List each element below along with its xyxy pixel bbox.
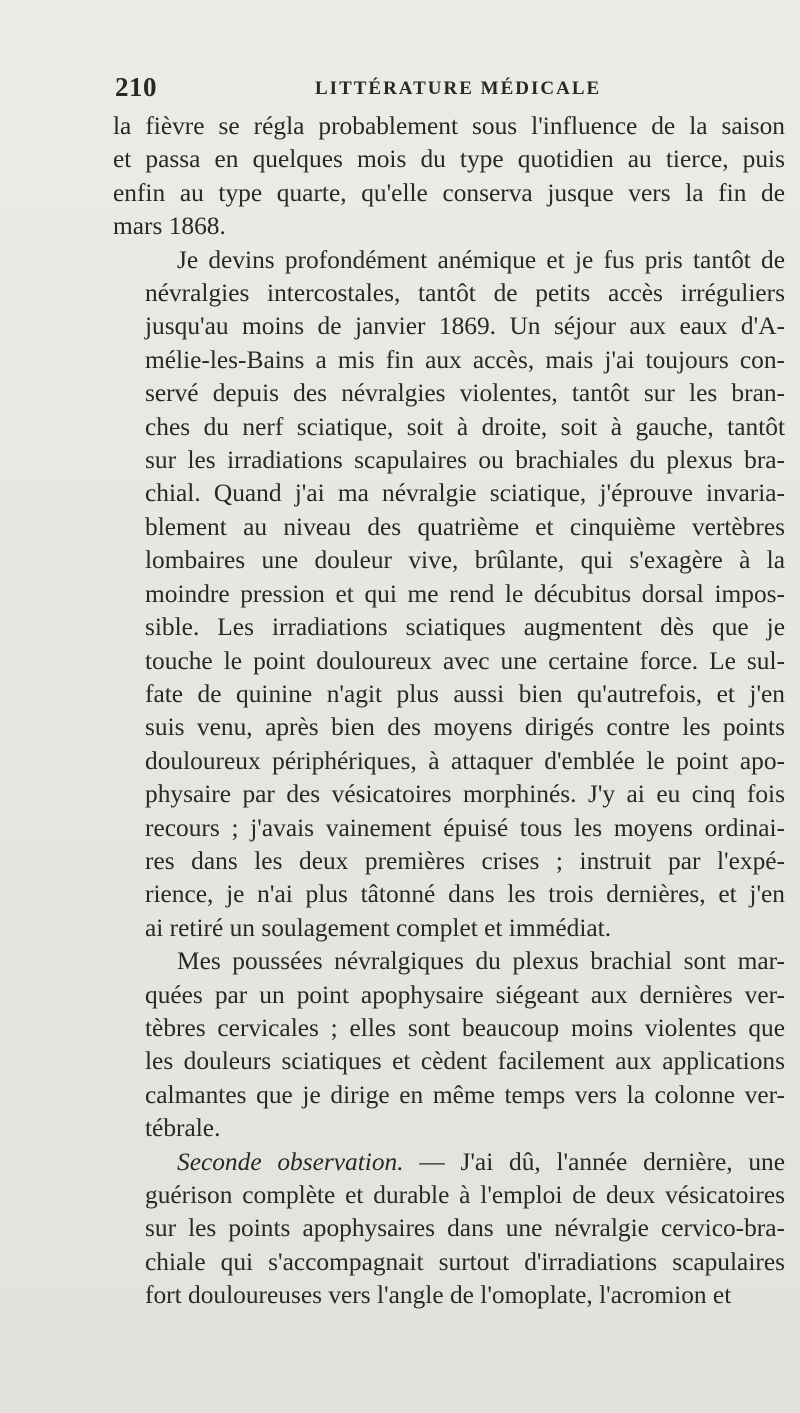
text-line: lombaires une douleur vive, brûlante, qui s'exagère à la bbox=[145, 546, 785, 575]
text-line: blement au niveau des quatrième et cinquième vertèbres bbox=[145, 512, 785, 541]
text-line: névralgies intercostales, tantôt de petits accès irréguliers bbox=[145, 279, 785, 308]
paragraph bbox=[113, 945, 785, 1145]
text-line: sur les points apophysaires dans une névralgie cervico-bra- bbox=[145, 1214, 785, 1243]
text-line: moindre pression et qui me rend le décubitus dorsal impos- bbox=[145, 579, 785, 608]
text-line: quées par un point apophysaire siégeant aux dernières ver- bbox=[145, 980, 785, 1009]
text-line: calmantes que je dirige en même temps vers la colonne ver- bbox=[145, 1080, 785, 1109]
text-line: sible. Les irradiations sciatiques augmentent dès que je bbox=[145, 613, 785, 642]
text-line: res dans les deux premières crises ; instruit par l'expé- bbox=[145, 846, 785, 875]
text-line: Je devins profondément anémique et je fus pris tantôt de bbox=[177, 245, 785, 274]
text-line: Mes poussées névralgiques du plexus brachial sont mar- bbox=[177, 947, 785, 976]
text-line: sur les irradiations scapulaires ou brachiales du plexus bra- bbox=[145, 446, 785, 475]
text-line-rest: — J'ai dû, l'année dernière, une bbox=[403, 1147, 785, 1176]
text-line: mélie-les-Bains a mis fin aux accès, mais j'ai toujours con- bbox=[145, 345, 785, 374]
text-line: tébrale. bbox=[145, 1114, 221, 1143]
text-line: tèbres cervicales ; elles sont beaucoup moins violentes que bbox=[145, 1013, 785, 1042]
text-line bbox=[113, 1146, 785, 1179]
text-line: chiale qui s'accompagnait surtout d'irradiations scapulaires bbox=[145, 1247, 785, 1276]
paragraph bbox=[113, 244, 785, 946]
text-line: la fièvre se régla probablement sous l'influence de la saison bbox=[113, 112, 785, 140]
text-line: ai retiré un soulagement complet et immédiat. bbox=[145, 913, 612, 942]
text-line: guérison complète et durable à l'emploi de deux vésicatoires bbox=[145, 1181, 785, 1209]
running-title: LITTÉRATURE MÉDICALE bbox=[315, 78, 602, 99]
text-line: douloureux périphériques, à attaquer d'emblée le point apo- bbox=[145, 746, 785, 775]
text-line: suis venu, après bien des moyens dirigés contre les points bbox=[145, 713, 785, 742]
text-line: servé depuis des névralgies violentes, tantôt sur les bran- bbox=[145, 379, 785, 408]
text-line: chial. Quand j'ai ma névralgie sciatique, j'éprouve invaria- bbox=[145, 479, 785, 508]
text-line: et passa en quelques mois du type quotidien au tierce, puis bbox=[113, 145, 785, 174]
text-line: fort douloureuses vers l'angle de l'omoplate, l'acromion et bbox=[145, 1281, 732, 1310]
text-line: jusqu'au moins de janvier 1869. Un séjour aux eaux d'A- bbox=[145, 312, 785, 341]
text-line: les douleurs sciatiques et cèdent facilement aux applications bbox=[145, 1047, 785, 1076]
text-line: touche le point douloureux avec une certaine force. Le sul- bbox=[145, 646, 785, 675]
text-line: physaire par des vésicatoires morphinés. J'y ai eu cinq fois bbox=[145, 780, 785, 809]
body-text bbox=[113, 110, 785, 1313]
paragraph bbox=[113, 110, 785, 244]
observation-heading: Seconde observation. bbox=[177, 1147, 404, 1176]
page-header bbox=[115, 72, 720, 112]
paragraph bbox=[113, 1146, 785, 1313]
text-line: recours ; j'avais vainement épuisé tous les moyens ordinai- bbox=[145, 813, 785, 842]
text-line: fate de quinine n'agit plus aussi bien qu'autrefois, et j'en bbox=[145, 679, 785, 708]
text-line: ches du nerf sciatique, soit à droite, soit à gauche, tantôt bbox=[145, 412, 785, 441]
text-line: rience, je n'ai plus tâtonné dans les trois dernières, et j'en bbox=[145, 880, 785, 909]
text-line: mars 1868. bbox=[113, 212, 226, 241]
page-number: 210 bbox=[115, 72, 157, 102]
text-line: enfin au type quarte, qu'elle conserva jusque vers la fin de bbox=[113, 178, 785, 207]
